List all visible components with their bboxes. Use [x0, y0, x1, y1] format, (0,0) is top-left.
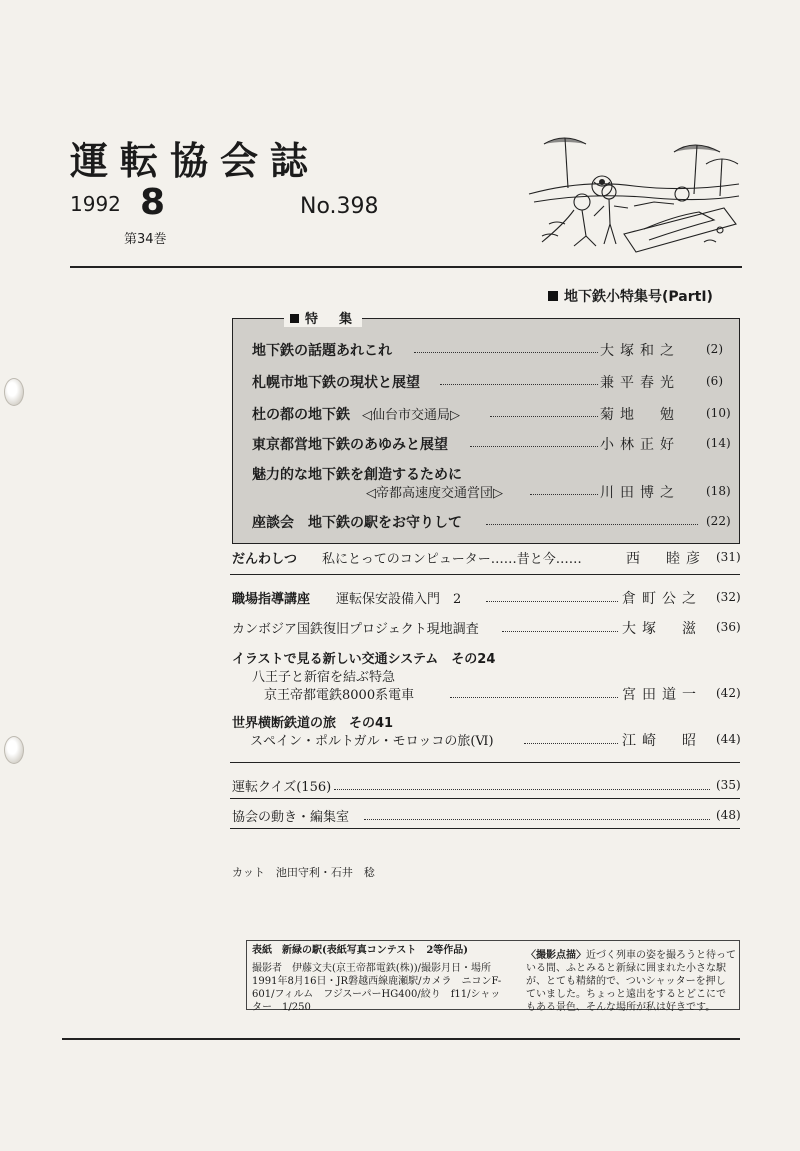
cover-detail: 撮影者 伊藤文夫(京王帝都電鉄(株))/撮影月日・場所: [252, 963, 491, 974]
toc-title: スペイン・ポルトガル・モロッコの旅(Ⅵ): [250, 734, 494, 749]
column-label: だんわしつ: [232, 552, 298, 567]
toc-author: 江崎 昭: [622, 733, 702, 749]
toc-page: (6): [706, 374, 723, 388]
issue-year: 1992: [70, 192, 121, 216]
toc-page: (36): [716, 620, 741, 634]
toc-title: 東京都営地下鉄のあゆみと展望: [252, 437, 448, 453]
cover-comment: ていました。ちょっと遠出をするとどこにで: [526, 989, 726, 1000]
toc-page: (22): [706, 514, 731, 528]
header-rule: [70, 266, 742, 268]
issue-number: No.398: [300, 194, 379, 219]
toc-page: (10): [706, 406, 731, 420]
toc-subtitle: ◁帝都高速度交通営団▷: [366, 486, 503, 501]
toc-author: 大塚 滋: [622, 621, 702, 637]
journal-title: 運転協会誌: [70, 139, 321, 183]
dot-leader: [502, 631, 618, 632]
punch-hole: [4, 378, 24, 406]
toc-title: 協会の動き・編集室: [232, 810, 350, 825]
toc-author: 小林正好: [600, 437, 680, 453]
toc-title: 座談会 地下鉄の駅をお守りして: [252, 515, 462, 531]
toc-title: 京王帝都電鉄8000系電車: [264, 688, 415, 703]
toc-author: 菊地 勉: [600, 407, 680, 423]
toc-subtitle: ◁仙台市交通局▷: [362, 408, 460, 423]
dot-leader: [470, 446, 598, 447]
cut-credit: カット 池田守利・石井 稔: [232, 866, 375, 879]
toc-page: (31): [716, 550, 741, 564]
section-rule: [230, 762, 740, 763]
column-label: イラストで見る新しい交通システム その24: [232, 652, 496, 667]
toc-page: (14): [706, 436, 731, 450]
dot-leader: [486, 601, 618, 602]
section-rule: [230, 798, 740, 799]
toc-title: 運転クイズ(156): [232, 780, 332, 795]
dot-leader: [524, 743, 618, 744]
footer-rule: [62, 1038, 740, 1040]
section-rule: [230, 574, 740, 575]
toc-author: 川田博之: [600, 485, 680, 501]
column-label: 世界横断鉄道の旅 その41: [232, 716, 394, 731]
dot-leader: [334, 789, 710, 790]
punch-hole: [4, 736, 24, 764]
dot-leader: [364, 819, 710, 820]
cover-detail: 601/フィルム フジスーパーHG400/絞り f11/シャッ: [252, 989, 501, 1000]
toc-title: 地下鉄の話題あれこれ: [252, 343, 392, 359]
toc-title: 魅力的な地下鉄を創造するために: [252, 467, 462, 483]
section-rule: [230, 828, 740, 829]
toc-page: (35): [716, 778, 741, 792]
toc-author: 兼平春光: [600, 375, 680, 391]
toc-subtitle: 八王子と新宿を結ぶ特急: [252, 670, 396, 685]
cover-comment: いる間、ふとみると新緑に囲まれた小さな駅: [526, 963, 726, 974]
toc-title: 私にとってのコンピューター……昔と今……: [322, 552, 582, 567]
toc-title: 札幌市地下鉄の現状と展望: [252, 375, 420, 391]
toc-title: 杜の都の地下鉄: [252, 407, 350, 423]
dot-leader: [530, 494, 598, 495]
toc-title: 運転保安設備入門 2: [336, 592, 462, 607]
dot-leader: [490, 416, 598, 417]
toc-author: 倉町公之: [622, 591, 702, 607]
dot-leader: [414, 352, 598, 353]
toc-page: (42): [716, 686, 741, 700]
toc-page: (2): [706, 342, 723, 356]
cover-detail: 1991年8月16日・JR磐越西線鹿瀬駅/カメラ ニコンF-: [252, 976, 502, 987]
toc-page: (48): [716, 808, 741, 822]
cover-comment: が、とても精緒的で、ついシャッターを押し: [526, 976, 726, 987]
dot-leader: [450, 697, 618, 698]
toc-author: 宮田道一: [622, 687, 702, 703]
beach-illustration: [524, 124, 744, 256]
cover-comment: もある景色、そんな場所が私は好きです。: [526, 1002, 716, 1013]
cover-detail: ター 1/250: [252, 1002, 311, 1013]
toc-author: 大塚和之: [600, 343, 680, 359]
feature-header: 特 集: [284, 308, 362, 327]
cover-comment: 〈撮影点描〉近づく列車の姿を撮ろうと待って: [526, 950, 736, 961]
toc-title: カンボジア国鉄復旧プロジェクト現地調査: [232, 622, 479, 637]
volume-number: 第34巻: [124, 232, 167, 247]
issue-month: 8: [140, 182, 166, 223]
toc-author: 西 睦彦: [626, 551, 706, 567]
toc-page: (32): [716, 590, 741, 604]
special-issue-label: 地下鉄小特集号(PartⅠ): [548, 286, 713, 306]
column-label: 職場指導講座: [232, 592, 311, 607]
toc-page: (18): [706, 484, 731, 498]
dot-leader: [486, 524, 698, 525]
toc-page: (44): [716, 732, 741, 746]
cover-heading: 表紙 新緑の駅(表紙写真コンテスト 2等作品): [252, 945, 469, 956]
dot-leader: [440, 384, 598, 385]
